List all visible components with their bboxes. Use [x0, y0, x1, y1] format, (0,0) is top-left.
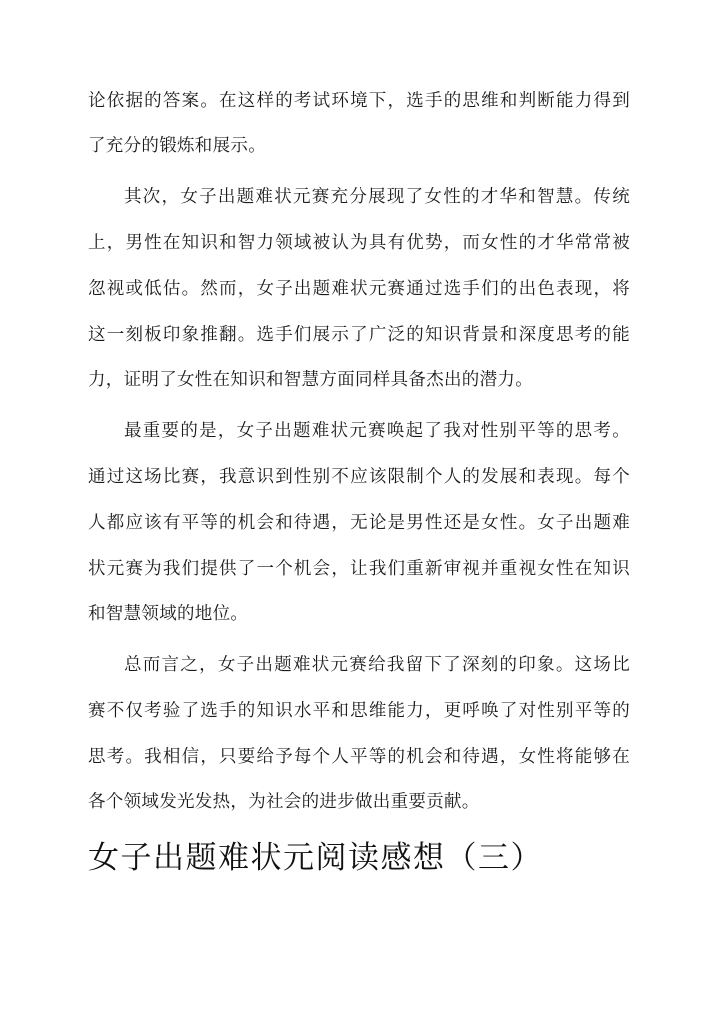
- paragraph-1-line-1: 论依据的答案。在这样的考试环境下，选手的思维和判断能力得到: [88, 91, 630, 111]
- paragraph-2-line-3: 忽视或低估。然而，女子出题难状元赛通过选手们的出色表现，将: [88, 279, 630, 299]
- paragraph-2-line-5: 力，证明了女性在知识和智慧方面同样具备杰出的潜力。: [88, 370, 533, 390]
- paragraph-4-line-1: 总而言之，女子出题难状元赛给我留下了深刻的印象。这场比: [124, 655, 630, 675]
- paragraph-3-line-3: 人都应该有平等的机会和待遇，无论是男性还是女性。女子出题难: [88, 513, 630, 533]
- paragraph-4-line-4: 各个领域发光发热，为社会的进步做出重要贡献。: [88, 792, 480, 812]
- paragraph-2-line-1: 其次，女子出题难状元赛充分展现了女性的才华和智慧。传统: [124, 187, 630, 207]
- paragraph-2-line-4: 这一刻板印象推翻。选手们展示了广泛的知识背景和深度思考的能: [88, 325, 630, 345]
- paragraph-2-line-2: 上，男性在知识和智力领域被认为具有优势，而女性的才华常常被: [88, 233, 630, 253]
- paragraph-3-line-5: 和智慧领域的地位。: [88, 604, 249, 624]
- paragraph-3-line-2: 通过这场比赛，我意识到性别不应该限制个人的发展和表现。每个: [88, 467, 630, 487]
- paragraph-4-line-3: 思考。我相信，只要给予每个人平等的机会和待遇，女性将能够在: [88, 747, 630, 767]
- paragraph-4-line-2: 赛不仅考验了选手的知识水平和思维能力，更呼唤了对性别平等的: [88, 701, 630, 721]
- section-heading: 女子出题难状元阅读感想（三）: [88, 840, 543, 876]
- paragraph-3-line-1: 最重要的是，女子出题难状元赛唤起了我对性别平等的思考。: [124, 421, 630, 441]
- paragraph-1-line-2: 了充分的锻炼和展示。: [88, 136, 266, 156]
- paragraph-3-line-4: 状元赛为我们提供了一个机会，让我们重新审视并重视女性在知识: [88, 559, 630, 579]
